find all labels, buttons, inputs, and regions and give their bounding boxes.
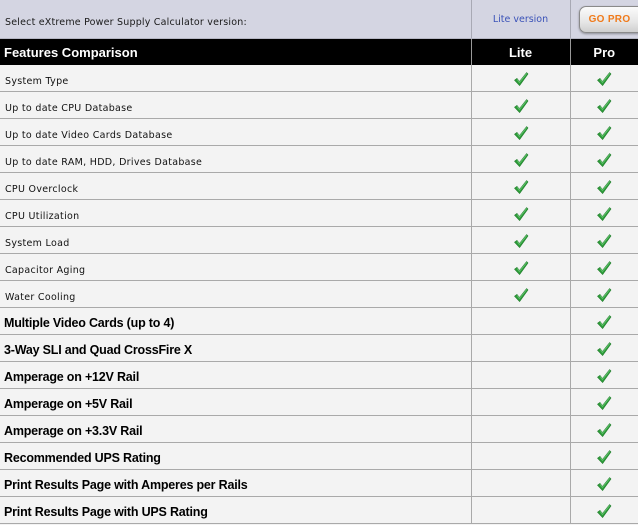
table-row	[0, 200, 638, 227]
table-row	[0, 65, 638, 92]
checkmark-icon	[596, 395, 612, 411]
feature-cell	[0, 389, 471, 416]
feature-cell	[0, 443, 471, 470]
feature-cell	[0, 92, 471, 119]
column-header-pro: Pro	[570, 39, 638, 66]
column-header-lite: Lite	[471, 39, 570, 66]
feature-cell	[0, 227, 471, 254]
table-row	[0, 389, 638, 416]
checkmark-icon	[513, 71, 529, 87]
pro-cell	[570, 497, 638, 524]
checkmark-icon	[596, 98, 612, 114]
checkmark-icon	[596, 260, 612, 276]
pro-cell	[570, 416, 638, 443]
feature-label: Print Results Page with UPS Rating	[4, 504, 208, 519]
pro-cell	[570, 92, 638, 119]
feature-cell	[0, 65, 471, 92]
table-row	[0, 416, 638, 443]
lite-cell	[471, 335, 570, 362]
feature-cell	[0, 254, 471, 281]
feature-cell	[0, 470, 471, 497]
pro-cell	[570, 335, 638, 362]
feature-label: CPU Overclock	[5, 183, 79, 195]
pro-cell	[570, 200, 638, 227]
feature-label: Print Results Page with Amperes per Rails	[4, 477, 248, 492]
feature-label: Up to date Video Cards Database	[5, 129, 173, 141]
table-row	[0, 335, 638, 362]
pro-cell	[570, 470, 638, 497]
feature-label: Amperage on +3.3V Rail	[4, 423, 143, 438]
pro-cell	[570, 119, 638, 146]
version-select-row	[0, 0, 638, 39]
checkmark-icon	[596, 422, 612, 438]
lite-version-cell	[471, 0, 570, 39]
checkmark-icon	[513, 152, 529, 168]
checkmark-icon	[596, 449, 612, 465]
lite-cell	[471, 227, 570, 254]
lite-cell	[471, 362, 570, 389]
go-pro-cell	[570, 0, 638, 39]
table-row	[0, 281, 638, 308]
checkmark-icon	[596, 368, 612, 384]
pro-cell	[570, 362, 638, 389]
feature-label: 3-Way SLI and Quad CrossFire X	[4, 342, 193, 357]
feature-label: System Type	[5, 75, 69, 87]
feature-cell	[0, 308, 471, 335]
table-row	[0, 227, 638, 254]
table-row	[0, 254, 638, 281]
table-row	[0, 443, 638, 470]
feature-label: Multiple Video Cards (up to 4)	[4, 315, 175, 330]
checkmark-icon	[596, 206, 612, 222]
checkmark-icon	[596, 125, 612, 141]
checkmark-icon	[513, 98, 529, 114]
lite-cell	[471, 443, 570, 470]
lite-cell	[471, 200, 570, 227]
table-row	[0, 497, 638, 524]
feature-cell	[0, 335, 471, 362]
pro-cell	[570, 308, 638, 335]
feature-cell	[0, 362, 471, 389]
feature-cell	[0, 416, 471, 443]
table-row	[0, 119, 638, 146]
pro-cell	[570, 146, 638, 173]
feature-cell	[0, 497, 471, 524]
lite-cell	[471, 92, 570, 119]
checkmark-icon	[596, 233, 612, 249]
lite-cell	[471, 281, 570, 308]
checkmark-icon	[513, 260, 529, 276]
lite-cell	[471, 470, 570, 497]
lite-cell	[471, 173, 570, 200]
checkmark-icon	[513, 287, 529, 303]
feature-label: Recommended UPS Rating	[4, 450, 161, 465]
table-header-row	[0, 39, 638, 66]
table-row	[0, 92, 638, 119]
checkmark-icon	[596, 503, 612, 519]
feature-label: Amperage on +12V Rail	[4, 369, 140, 384]
pro-cell	[570, 173, 638, 200]
features-comparison-heading: Features Comparison	[0, 39, 471, 66]
pro-cell	[570, 254, 638, 281]
feature-label: Up to date CPU Database	[5, 102, 133, 114]
feature-label: Amperage on +5V Rail	[4, 396, 133, 411]
feature-label: System Load	[5, 237, 70, 249]
pro-cell	[570, 227, 638, 254]
lite-cell	[471, 497, 570, 524]
lite-cell	[471, 416, 570, 443]
go-pro-button[interactable]: GO PRO	[579, 6, 638, 33]
select-label-cell	[0, 0, 471, 39]
table-row	[0, 173, 638, 200]
checkmark-icon	[596, 287, 612, 303]
table-row	[0, 308, 638, 335]
checkmark-icon	[513, 206, 529, 222]
table-row	[0, 470, 638, 497]
checkmark-icon	[596, 341, 612, 357]
checkmark-icon	[596, 314, 612, 330]
lite-version-link[interactable]: Lite version	[492, 13, 549, 25]
feature-cell	[0, 200, 471, 227]
lite-cell	[471, 146, 570, 173]
feature-label: Water Cooling	[5, 291, 76, 303]
feature-label: Up to date RAM, HDD, Drives Database	[5, 156, 203, 168]
lite-cell	[471, 254, 570, 281]
table-row	[0, 362, 638, 389]
lite-cell	[471, 389, 570, 416]
feature-cell	[0, 146, 471, 173]
select-version-label: Select eXtreme Power Supply Calculator version:	[5, 16, 247, 28]
feature-cell	[0, 119, 471, 146]
checkmark-icon	[513, 179, 529, 195]
checkmark-icon	[513, 233, 529, 249]
lite-cell	[471, 119, 570, 146]
checkmark-icon	[596, 71, 612, 87]
lite-cell	[471, 65, 570, 92]
pro-cell	[570, 389, 638, 416]
pro-cell	[570, 443, 638, 470]
checkmark-icon	[596, 152, 612, 168]
feature-label: Capacitor Aging	[5, 264, 86, 276]
checkmark-icon	[513, 125, 529, 141]
feature-cell	[0, 281, 471, 308]
lite-cell	[471, 308, 570, 335]
feature-label: CPU Utilization	[5, 210, 80, 222]
checkmark-icon	[596, 179, 612, 195]
pro-cell	[570, 281, 638, 308]
pro-cell	[570, 65, 638, 92]
checkmark-icon	[596, 476, 612, 492]
feature-cell	[0, 173, 471, 200]
table-row	[0, 146, 638, 173]
